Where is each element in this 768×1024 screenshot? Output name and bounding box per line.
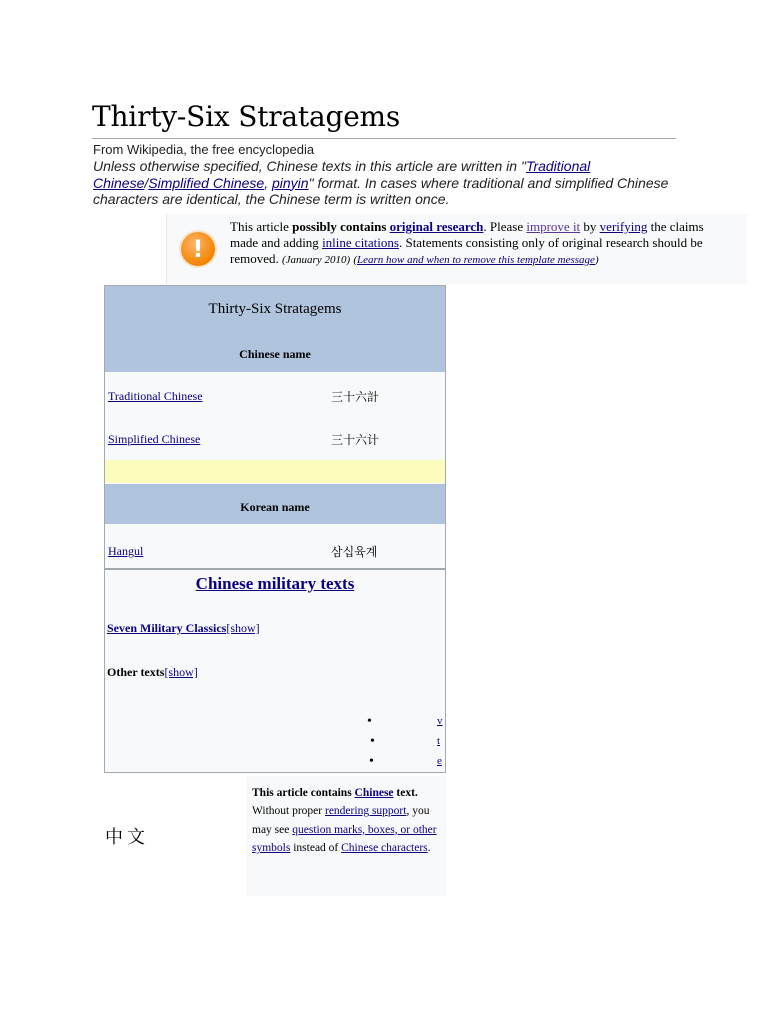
other-texts-label: Other texts bbox=[107, 665, 165, 679]
pinyin-link[interactable]: pinyin bbox=[272, 174, 309, 191]
traditional-chinese-row-link[interactable]: Traditional Chinese bbox=[108, 389, 203, 403]
notice-text-part: , you may see bbox=[252, 805, 430, 836]
rendering-support-link[interactable]: rendering support bbox=[325, 805, 407, 818]
chinese-name-heading: Chinese name bbox=[239, 347, 311, 361]
notice-date: (January 2010) bbox=[281, 254, 351, 266]
notice-text-part: . Please bbox=[483, 219, 527, 234]
question-marks-link[interactable]: question marks, boxes, or other symbols bbox=[252, 823, 437, 854]
edit-template-link[interactable]: e bbox=[437, 755, 442, 767]
chinese-text-notice bbox=[246, 776, 446, 896]
improve-it-link[interactable]: improve it bbox=[526, 219, 581, 234]
notice-text-part: . Statements consisting only of original research should be removed. bbox=[230, 235, 703, 266]
warning-exclamation-icon bbox=[181, 232, 215, 266]
hangul-value: 삼십육계 bbox=[331, 545, 378, 559]
page-title: Thirty-Six Stratagems bbox=[92, 100, 401, 133]
notice-paren: ( bbox=[353, 254, 358, 266]
chinese-characters-icon: 中文 bbox=[105, 827, 149, 848]
infobox-highlight-row bbox=[105, 460, 445, 483]
infobox-header bbox=[105, 286, 445, 372]
navbox-chinese-military-texts bbox=[104, 569, 446, 773]
bullet: • bbox=[370, 734, 375, 749]
notice-text-part: . bbox=[427, 841, 431, 854]
korean-name-header bbox=[105, 484, 445, 524]
simplified-chinese-value: 三十六计 bbox=[331, 433, 380, 447]
notice-bold: text. bbox=[393, 787, 418, 799]
show-toggle[interactable]: [show] bbox=[226, 621, 260, 635]
hangul-row-link[interactable]: Hangul bbox=[108, 544, 144, 558]
notice-text bbox=[230, 219, 735, 268]
site-tagline: From Wikipedia, the free encyclopedia bbox=[93, 142, 315, 157]
notice-text-part: by bbox=[580, 219, 600, 234]
chinese-characters-link[interactable]: Chinese characters bbox=[341, 841, 428, 854]
vte-item bbox=[105, 735, 445, 753]
notice-bold: This article contains bbox=[252, 787, 355, 799]
traditional-chinese-value: 三十六計 bbox=[331, 390, 380, 404]
exclamation-glyph: ! bbox=[192, 235, 204, 263]
hatnote-text: / bbox=[144, 174, 149, 191]
chinese-link[interactable]: Chinese bbox=[354, 787, 394, 799]
hatnote-text: " format. In cases where traditional and simplified Chinese characters are identical, the Chinese term is written once. bbox=[93, 174, 669, 207]
notice-bold: possibly contains bbox=[292, 219, 390, 234]
seven-military-classics-link[interactable]: Seven Military Classics bbox=[107, 621, 227, 635]
navbox-group-other-texts bbox=[107, 665, 198, 680]
verifying-link[interactable]: verifying bbox=[599, 219, 648, 234]
korean-name-heading: Korean name bbox=[240, 500, 310, 514]
notice-paren: ) bbox=[594, 254, 599, 266]
hatnote-text: , bbox=[264, 174, 272, 191]
infobox bbox=[104, 285, 446, 569]
infobox-row bbox=[105, 386, 445, 406]
traditional-chinese-link[interactable]: Traditional Chinese bbox=[93, 158, 591, 191]
title-divider bbox=[92, 138, 676, 139]
simplified-chinese-row-link[interactable]: Simplified Chinese bbox=[108, 432, 201, 446]
simplified-chinese-link[interactable]: Simplified Chinese bbox=[148, 174, 265, 191]
infobox-caption: Thirty-Six Stratagems bbox=[208, 301, 342, 317]
notice-text-part: the claims made and adding bbox=[230, 219, 704, 250]
original-research-notice bbox=[166, 214, 747, 284]
infobox-row bbox=[105, 429, 445, 449]
talk-template-link[interactable]: t bbox=[437, 735, 441, 747]
infobox-row bbox=[105, 541, 445, 561]
navbox-title-link[interactable]: Chinese military texts bbox=[195, 574, 355, 593]
chinese-notice-text bbox=[252, 784, 438, 857]
vte-item bbox=[105, 715, 445, 733]
learn-remove-template-link[interactable]: Learn how and when to remove this template message bbox=[357, 254, 595, 266]
original-research-link[interactable]: original research bbox=[389, 219, 484, 234]
notice-text-part: instead of bbox=[290, 841, 342, 854]
bullet: • bbox=[367, 714, 372, 729]
view-template-link[interactable]: v bbox=[437, 715, 443, 727]
notice-text-part: This article bbox=[230, 219, 293, 234]
show-toggle[interactable]: [show] bbox=[164, 665, 198, 679]
bullet: • bbox=[369, 754, 374, 769]
inline-citations-link[interactable]: inline citations bbox=[322, 235, 399, 250]
hatnote bbox=[93, 158, 683, 208]
notice-text-part: Without proper bbox=[252, 805, 325, 818]
vte-item bbox=[105, 755, 445, 773]
hatnote-text: Unless otherwise specified, Chinese texts in this article are written in " bbox=[93, 158, 526, 174]
navbox-group-seven-military-classics bbox=[107, 621, 260, 636]
